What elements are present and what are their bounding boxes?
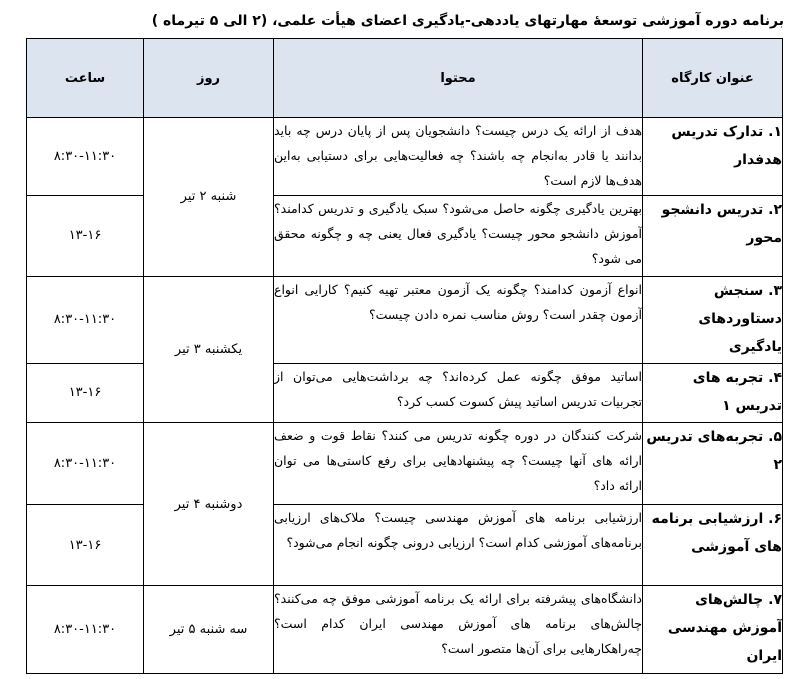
workshop-title: ۲. تدریس دانشجو محور [643,196,783,276]
time-cell: ۸:۳۰-۱۱:۳۰ [27,118,144,196]
workshop-title: ۳. سنجش دستاوردهای یادگیری [643,276,783,364]
header-content: محتوا [274,39,643,118]
time-cell: ۸:۳۰-۱۱:۳۰ [27,276,144,364]
schedule-table [26,38,783,674]
time-cell: ۱۳-۱۶ [27,505,144,586]
time-cell: ۸:۳۰-۱۱:۳۰ [27,422,144,504]
time-cell: ۱۳-۱۶ [27,196,144,276]
time-cell: ۱۳-۱۶ [27,364,144,423]
header-time: ساعت [27,39,144,118]
workshop-title: ۶. ارزشیابی برنامه های آموزشی [643,505,783,586]
workshop-content: هدف از ارائه یک درس چیست؟ دانشجویان پس از پایان درس چه باید بدانند یا قادر به‌انجام چه باشند؟ چه فعالیت‌هایی برای دستیابی به‌این هدف‌ها لازم است؟ [274,118,643,196]
table-row [27,422,783,504]
workshop-title: ۱. تدارک تدریس هدفدار [643,118,783,196]
table-row [27,586,783,674]
table-row [27,505,783,586]
table-row [27,276,783,364]
time-cell: ۸:۳۰-۱۱:۳۰ [27,586,144,674]
workshop-title: ۷. چالش‌های آموزش مهندسی ایران [643,586,783,674]
workshop-content: ارزشیابی برنامه های آموزش مهندسی چیست؟ ملاک‌های ارزیابی برنامه‌های آموزشی کدام است؟ ارزیابی درونی چگونه انجام می‌شود؟ [274,505,643,586]
workshop-content: شرکت کنندگان در دوره چگونه تدریس می کنند؟ نقاط قوت و ضعف ارائه های آنها چیست؟ چه پیشنهادهایی برای رفع کاستی‌ها می توان ارائه داد؟ [274,422,643,504]
day-cell: یکشنبه ۳ تیر [144,276,274,422]
workshop-title: ۵. تجربه‌های تدریس ۲ [643,422,783,504]
header-workshop: عنوان کارگاه [643,39,783,118]
table-row [27,118,783,196]
header-row [27,39,783,118]
table-row [27,196,783,276]
workshop-content: انواع آزمون کدامند؟ چگونه یک آزمون معتبر تهیه کنیم؟ کارایی انواع آزمون چقدر است؟ روش مناسب نمره دادن چیست؟ [274,276,643,364]
workshop-content: بهترین یادگیری چگونه حاصل می‌شود؟ سبک یادگیری و تدریس کدامند؟ آموزش دانشجو محور چیست؟ یادگیری فعال یعنی چه و چگونه محقق می شود؟ [274,196,643,276]
workshop-title: ۴. تجربه های تدریس ۱ [643,364,783,423]
day-cell: دوشنبه ۴ تیر [144,422,274,586]
table-row [27,364,783,423]
day-cell: شنبه ۲ تیر [144,118,274,277]
workshop-content: دانشگاه‌های پیشرفته برای ارائه یک برنامه آموزشی موفق چه می‌کنند؟ چالش‌های برنامه های آموزش مهندسی ایران کدام است؟ چه‌راهکارهایی برای آن‌ها متصور است؟ [274,586,643,674]
document-title: برنامه دوره آموزشی توسعهٔ مهارتهای یاددهی-یادگیری اعضای هیأت علمی، (۲ الی ۵ تیرماه ) [151,13,784,29]
header-day: روز [144,39,274,118]
day-cell: سه شنبه ۵ تیر [144,586,274,674]
workshop-content: اساتید موفق چگونه عمل کرده‌اند؟ چه برداشت‌هایی می‌توان از تجربیات تدریس اساتید پیش کسوت کسب کرد؟ [274,364,643,423]
